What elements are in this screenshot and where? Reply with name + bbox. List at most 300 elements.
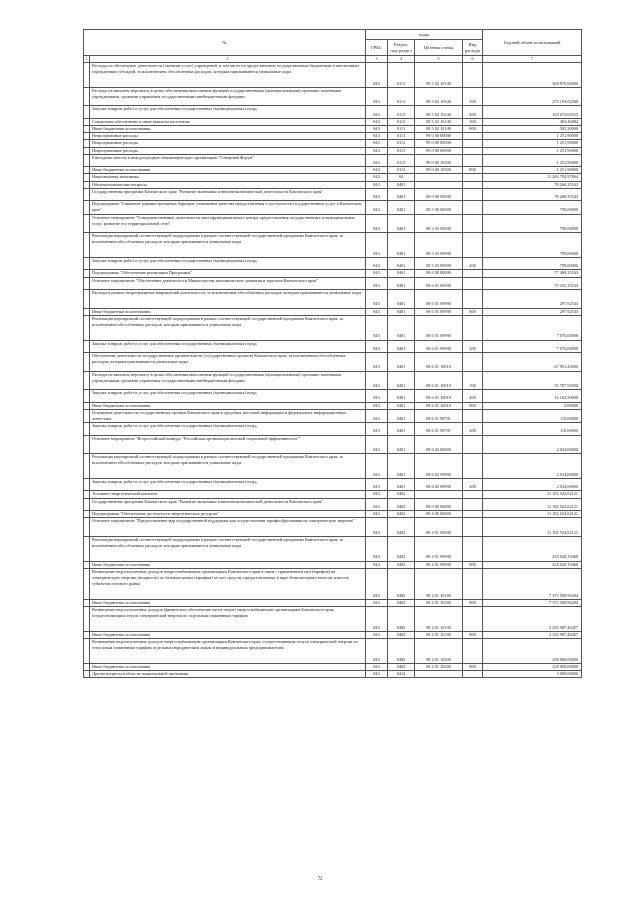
row-amount: 3 335 987,46457	[483, 606, 582, 631]
row-amount: 1 251,90000	[483, 154, 582, 166]
table-row	[84, 536, 582, 561]
budget-page	[83, 29, 581, 678]
grbs-code: 843	[366, 270, 388, 277]
section-code: 0402	[388, 561, 415, 568]
target-code: 08 4 01 10200	[415, 663, 463, 670]
section-code: 0402	[388, 638, 415, 663]
row-amount: 1 251,90000	[483, 140, 582, 147]
table-row	[84, 277, 582, 289]
row-amount: 110,00000	[483, 409, 582, 422]
table-row	[84, 270, 582, 277]
table-row	[84, 510, 582, 517]
row-name: Возмещение недополученных доходов энергоснабжающим организациям Камчатского края в связи с применением цен (тарифов) на электрическую энергию (мощность) по базовым ценам (тарифам) за счет средств, предоставляемых в виде безвозмездных взносов, взносов субъектов оптового рынка	[90, 568, 366, 599]
grbs-code: 843	[366, 63, 388, 88]
type-header: Вид расхода	[463, 40, 483, 56]
row-amount: 11 182 524,62121	[483, 510, 582, 517]
table-row	[84, 670, 582, 677]
column-index: 4	[388, 56, 415, 63]
table-row	[84, 638, 582, 663]
type-code: 200	[463, 478, 483, 490]
row-name: Закупка товаров, работ и услуг для обеспечения государственных (муниципальных) нужд	[90, 423, 366, 435]
table-row	[84, 371, 582, 390]
table-body	[84, 63, 582, 678]
row-amount: 403,46884	[483, 118, 582, 125]
row-amount: 2 034,00000	[483, 478, 582, 490]
type-code: 200	[463, 106, 483, 118]
row-amount: 799,00000	[483, 257, 582, 269]
grbs-code: 843	[366, 510, 388, 517]
row-amount: 75 435,35543	[483, 277, 582, 289]
type-code: 800	[463, 402, 483, 409]
type-code	[463, 140, 483, 147]
target-code: 08 6 00 00000	[415, 270, 463, 277]
row-amount: 67 951,43000	[483, 352, 582, 371]
target-code: 08 5 02 10140	[415, 106, 463, 118]
type-code: 300	[463, 118, 483, 125]
row-name: Расходы в рамках непрограммных направлений деятельности, за исключением обособленных расходов, которым присваиваются уникальные коды	[90, 289, 366, 308]
row-name: Социальное обеспечение и иные выплаты населению	[90, 118, 366, 125]
section-code: 0401	[388, 423, 415, 435]
type-code	[463, 289, 483, 308]
type-code	[463, 188, 483, 200]
row-amount: 7 373 508,96204	[483, 599, 582, 606]
table-row	[84, 409, 582, 422]
table-row	[84, 491, 582, 498]
type-code	[463, 536, 483, 561]
type-code	[463, 201, 483, 214]
table-row	[84, 568, 582, 599]
row-amount: 360 876,84000	[483, 63, 582, 88]
grbs-code: 843	[366, 402, 388, 409]
row-name: Расходы на обеспечение деятельности (оказание услуг) учреждений, в том числе на предоставление государственным бюджетным и автономным учреждениям субсидий, за исключением обособленных расходов, которым присваиваются уникальные коды	[90, 63, 366, 88]
grbs-code: 843	[366, 498, 388, 510]
target-code: 08 6 01 10010	[415, 371, 463, 390]
row-name: Подпрограмма "Обеспечение реализации Программы"	[90, 270, 366, 277]
amount-header: Годовой объем ассигнований	[483, 30, 582, 56]
table-row	[84, 352, 582, 371]
table-row	[84, 188, 582, 200]
num-header: №	[84, 30, 366, 56]
type-code: 200	[463, 390, 483, 402]
section-code: 0401	[388, 390, 415, 402]
target-code: 08 6 02 00000	[415, 435, 463, 454]
section-code: 0401	[388, 315, 415, 340]
section-code: 0402	[388, 663, 415, 670]
row-name: Возмещение недополученных доходов (финансовое обеспечение части затрат) энергоснабжающим организациям Камчатского края, осуществляющим отпуск электрической энергии по отдельным сниженным тарифам	[90, 606, 366, 631]
grbs-code: 843	[366, 409, 388, 422]
row-name: Иные бюджетные ассигнования	[90, 308, 366, 315]
section-code: 0401	[388, 409, 415, 422]
row-name: Государственная программа Камчатского края "Развитие экономики и внешнеэкономической деятельности Камчатского края"	[90, 188, 366, 200]
grbs-code: 843	[366, 87, 388, 106]
grbs-code: 843	[366, 423, 388, 435]
grbs-code: 843	[366, 147, 388, 154]
type-code	[463, 454, 483, 479]
target-code: 08 6 01 00000	[415, 277, 463, 289]
column-index: 3	[366, 56, 388, 63]
type-code	[463, 518, 483, 537]
target-code: 08 4 00 00000	[415, 510, 463, 517]
section-code: 0113	[388, 87, 415, 106]
grbs-code: 843	[366, 181, 388, 188]
row-name: Подпрограмма "Снижение административных барьеров, повышение качества предоставления и доступности государственных услуг в Камчатском крае"	[90, 201, 366, 214]
target-code: 08 6 01 10010	[415, 402, 463, 409]
target-code: 08 6 01 09990	[415, 340, 463, 352]
grbs-code: 843	[366, 568, 388, 599]
target-code: 08 5 02 10140	[415, 125, 463, 132]
table-row	[84, 154, 582, 166]
grbs-code: 843	[366, 491, 388, 498]
table-row	[84, 390, 582, 402]
type-code	[463, 270, 483, 277]
type-code: 100	[463, 87, 483, 106]
target-code: 99 0 00 00000	[415, 133, 463, 140]
type-code	[463, 147, 483, 154]
row-amount: 2 034,00000	[483, 454, 582, 479]
type-code	[463, 277, 483, 289]
section-code: 0113	[388, 147, 415, 154]
row-amount: 12 163,50000	[483, 390, 582, 402]
section-code: 0402	[388, 599, 415, 606]
row-name: Подпрограмма "Обеспечение доступности энергетических ресурсов"	[90, 510, 366, 517]
section-code: 0401	[388, 308, 415, 315]
grbs-code: 843	[366, 536, 388, 561]
row-amount: 3 000,00000	[483, 670, 582, 677]
section-code: 0402	[388, 518, 415, 537]
target-code: 08 6 01 98701	[415, 423, 463, 435]
table-row	[84, 606, 582, 631]
table-row	[84, 402, 582, 409]
row-amount: 11 182 524,62121	[483, 491, 582, 498]
section-code: 0402	[388, 510, 415, 517]
row-name: Иные бюджетные ассигнования	[90, 125, 366, 132]
grbs-code: 843	[366, 233, 388, 258]
row-name: Непрограммные расходы	[90, 147, 366, 154]
target-code: 08 4 01 09990	[415, 561, 463, 568]
table-row	[84, 289, 582, 308]
row-name: Возмещение недополученных доходов энергоснабжающим организациям Камчатского края, осуществляющим отпуск электрической энергии по отпускным сниженным тарифам отдельным юридическим лицам и индивидуальным предпринимателям	[90, 638, 366, 663]
section-header: Раздел, под-раздел	[388, 40, 415, 56]
grbs-code: 843	[366, 289, 388, 308]
grbs-code: 843	[366, 277, 388, 289]
row-amount: 78 268,35543	[483, 188, 582, 200]
type-code	[463, 133, 483, 140]
grbs-code: 843	[366, 167, 388, 174]
grbs-code: 843	[366, 670, 388, 677]
row-amount: 7 076,00000	[483, 315, 582, 340]
section-code: 0401	[388, 181, 415, 188]
column-index: 7	[483, 56, 582, 63]
target-code: 08 6 01 09990	[415, 308, 463, 315]
section-code: 0402	[388, 606, 415, 631]
target-code: 08 4 01 10180	[415, 599, 463, 606]
target-code: 08 5 03 09990	[415, 257, 463, 269]
row-amount: 297,92543	[483, 308, 582, 315]
row-amount: 235 028,19460	[483, 561, 582, 568]
grbs-code: 843	[366, 201, 388, 214]
table-row	[84, 435, 582, 454]
row-name: Реализация мероприятий соответствующей подпрограммы в рамках соответствующей государственной программы Камчатского края, за исключением обособленных расходов, которым присваиваются уникальные коды	[90, 233, 366, 258]
target-code: 08 5 02 10140	[415, 63, 463, 88]
type-code	[463, 638, 483, 663]
table-row	[84, 167, 582, 174]
grbs-code: 843	[366, 518, 388, 537]
section-code: 04	[388, 174, 415, 181]
row-name: Реализация мероприятий соответствующей подпрограммы в рамках соответствующей государственной программы Камчатского края, за исключением обособленных расходов, которым присваиваются уникальные коды	[90, 454, 366, 479]
budget-table	[83, 29, 582, 678]
target-code: 08 0 00 00000	[415, 498, 463, 510]
row-name: Освещение деятельности государственных органов Камчатского края в средствах массовой информации и федеральных информационных агентствах	[90, 409, 366, 422]
section-code: 0113	[388, 118, 415, 125]
row-name: Иные бюджетные ассигнования	[90, 631, 366, 638]
type-code	[463, 670, 483, 677]
row-amount: 275 193,02560	[483, 87, 582, 106]
target-code: 08 4 01 00000	[415, 518, 463, 537]
type-code	[463, 568, 483, 599]
row-name: Национальная экономика	[90, 174, 366, 181]
row-name: Общеэкономические вопросы	[90, 181, 366, 188]
row-name: Закупка товаров, работ и услуг для обеспечения государственных (муниципальных) нужд	[90, 478, 366, 490]
row-amount: 799,00000	[483, 201, 582, 214]
grbs-code: 843	[366, 214, 388, 233]
table-row	[84, 423, 582, 435]
section-code: 0401	[388, 340, 415, 352]
row-name: Закупка товаров, работ и услуг для обеспечения государственных (муниципальных) нужд	[90, 257, 366, 269]
type-code	[463, 214, 483, 233]
grbs-code: 843	[366, 118, 388, 125]
row-name: Реализация мероприятий соответствующей подпрограммы в рамках соответствующей государственной программы Камчатского края, за исключением обособленных расходов, которым присваиваются уникальные коды	[90, 315, 366, 340]
type-code: 800	[463, 125, 483, 132]
row-name: Другие вопросы в области национальной экономики	[90, 670, 366, 677]
row-amount: 78 268,35543	[483, 181, 582, 188]
row-name: Основное мероприятие "Обеспечение деятельности Министерства экономического развития и торговли Камчатского края"	[90, 277, 366, 289]
type-code	[463, 154, 483, 166]
target-code	[415, 670, 463, 677]
grbs-code: 843	[366, 631, 388, 638]
grbs-code: 843	[366, 140, 388, 147]
section-code: 0401	[388, 289, 415, 308]
row-amount: 297,92543	[483, 289, 582, 308]
type-code	[463, 174, 483, 181]
type-code	[463, 491, 483, 498]
table-row	[84, 315, 582, 340]
type-code	[463, 435, 483, 454]
grbs-code: 843	[366, 454, 388, 479]
row-amount: 2 034,00000	[483, 435, 582, 454]
section-code: 0401	[388, 257, 415, 269]
grbs-code: 843	[366, 340, 388, 352]
row-amount: 1 251,90000	[483, 147, 582, 154]
type-code	[463, 315, 483, 340]
row-amount: 11 182 524,62121	[483, 498, 582, 510]
type-code: 800	[463, 663, 483, 670]
table-row	[84, 181, 582, 188]
row-name: Иные бюджетные ассигнования	[90, 599, 366, 606]
grbs-code: 843	[366, 371, 388, 390]
grbs-code: 843	[366, 125, 388, 132]
section-code: 0401	[388, 454, 415, 479]
row-amount: 799,00000	[483, 214, 582, 233]
row-amount: 305,20000	[483, 125, 582, 132]
table-row	[84, 174, 582, 181]
section-code: 0402	[388, 568, 415, 599]
row-name: Основное мероприятие "Предоставление мер государственной поддержки при осуществлении тарифообразования на электрическую энергию"	[90, 518, 366, 537]
table-row	[84, 454, 582, 479]
grbs-code: 843	[366, 638, 388, 663]
section-code: 0401	[388, 270, 415, 277]
row-name: Иные бюджетные ассигнования	[90, 402, 366, 409]
section-code: 0401	[388, 435, 415, 454]
row-name: Закупка товаров, работ и услуг для обеспечения государственных (муниципальных) нужд	[90, 106, 366, 118]
grbs-code: 843	[366, 174, 388, 181]
table-row	[84, 214, 582, 233]
type-code	[463, 352, 483, 371]
target-code: 08 5 03 09990	[415, 233, 463, 258]
type-code: 800	[463, 167, 483, 174]
row-name: Непрограммные расходы	[90, 140, 366, 147]
section-code: 0402	[388, 498, 415, 510]
row-name: Ежегодные взносы в междугородную некоммерческую организацию "Северный Форум"	[90, 154, 366, 166]
type-code	[463, 181, 483, 188]
section-code: 0402	[388, 491, 415, 498]
target-code: 99 0 00 10300	[415, 167, 463, 174]
type-code	[463, 510, 483, 517]
table-row	[84, 140, 582, 147]
table-row	[84, 201, 582, 214]
table-row	[84, 631, 582, 638]
column-index: 1	[85, 55, 88, 61]
row-name: Расходы на выплаты персоналу в целях обеспечения выполнения функций государственными (муниципальными) органами, казенными учреждениями, органами управления государственными внебюджетными фондами	[90, 87, 366, 106]
section-code: 0401	[388, 201, 415, 214]
row-name: Расходы на выплаты персоналу в целях обеспечения выполнения функций государственными (муниципальными) органами, казенными учреждениями, органами управления государственными внебюджетными фондами	[90, 371, 366, 390]
row-amount: 7 076,00000	[483, 340, 582, 352]
target-code: 08 5 02 10140	[415, 87, 463, 106]
table-row	[84, 118, 582, 125]
type-code: 800	[463, 631, 483, 638]
grbs-code: 843	[366, 308, 388, 315]
grbs-code: 843	[366, 599, 388, 606]
row-name: Основное мероприятие "Всероссийский конкурс "Российская организация высокой социальной эффективности""	[90, 435, 366, 454]
row-name: Иные бюджетные ассигнования	[90, 663, 366, 670]
table-row	[84, 599, 582, 606]
row-name: Реализация мероприятий соответствующей подпрограммы в рамках соответствующей государственной программы Камчатского края, за исключением обособленных расходов, которым присваиваются уникальные коды	[90, 536, 366, 561]
table-row	[84, 663, 582, 670]
type-code	[463, 233, 483, 258]
row-amount: 235 028,19460	[483, 536, 582, 561]
target-code: 08 6 02 09990	[415, 478, 463, 490]
section-code: 0401	[388, 402, 415, 409]
row-amount: 238 000,00000	[483, 663, 582, 670]
grbs-header: ГРБС	[366, 40, 388, 56]
table-row	[84, 147, 582, 154]
target-code: 08 4 01 10200	[415, 638, 463, 663]
column-index: 5	[415, 56, 463, 63]
target-code: 08 5 03 00000	[415, 214, 463, 233]
row-name: Закупка товаров, работ и услуг для обеспечения государственных (муниципальных) нужд	[90, 390, 366, 402]
target-code: 08 6 01 10010	[415, 390, 463, 402]
section-code: 0113	[388, 106, 415, 118]
section-code: 0401	[388, 214, 415, 233]
table-header	[84, 30, 582, 63]
type-code	[463, 409, 483, 422]
grbs-code: 843	[366, 133, 388, 140]
row-amount: 238 000,00000	[483, 638, 582, 663]
grbs-code: 843	[366, 257, 388, 269]
row-amount: 77 469,35543	[483, 270, 582, 277]
type-code: 200	[463, 423, 483, 435]
type-code	[463, 606, 483, 631]
section-code: 0401	[388, 352, 415, 371]
section-code: 0412	[388, 670, 415, 677]
row-name: Государственная программа Камчатского края "Развитие экономики и внешнеэкономической деятельности Камчатского края"	[90, 498, 366, 510]
section-code: 0401	[388, 478, 415, 490]
target-header: Целевая статья	[415, 40, 463, 56]
row-amount: 7 373 508,96204	[483, 568, 582, 599]
grbs-code: 843	[366, 561, 388, 568]
table-row	[84, 233, 582, 258]
codes-header: коды	[366, 30, 483, 40]
table-row	[84, 63, 582, 88]
column-index: 2	[90, 56, 366, 63]
grbs-code: 843	[366, 390, 388, 402]
grbs-code: 843	[366, 106, 388, 118]
target-code	[415, 174, 463, 181]
row-amount: 799,00000	[483, 233, 582, 258]
row-name: Основное мероприятие "Совершенствование деятельности многофункционального центра предоставления государственных и муниципальных услуг, развитие его территориальной сети"	[90, 214, 366, 233]
target-code: 08 4 01 09990	[415, 536, 463, 561]
table-row	[84, 308, 582, 315]
target-code: 08 6 01 09990	[415, 315, 463, 340]
grbs-code: 843	[366, 663, 388, 670]
row-name: Закупка товаров, работ и услуг для обеспечения государственных (муниципальных) нужд	[90, 340, 366, 352]
target-code: 08 5 02 10140	[415, 118, 463, 125]
row-amount: 0,00000	[483, 402, 582, 409]
table-row	[84, 561, 582, 568]
section-code: 0113	[388, 133, 415, 140]
target-code: 08 6 02 09990	[415, 454, 463, 479]
row-name: Иные бюджетные ассигнования	[90, 167, 366, 174]
section-code: 0401	[388, 371, 415, 390]
grbs-code: 843	[366, 188, 388, 200]
type-code: 800	[463, 599, 483, 606]
row-amount: 110,00000	[483, 423, 582, 435]
target-code: 08 6 01 98701	[415, 409, 463, 422]
row-name: Непрограммные расходы	[90, 133, 366, 140]
grbs-code: 843	[366, 606, 388, 631]
grbs-code: 843	[366, 154, 388, 166]
target-code	[415, 181, 463, 188]
column-index-row	[84, 56, 582, 63]
table-row	[84, 478, 582, 490]
target-code: 08 0 00 00000	[415, 188, 463, 200]
type-code: 100	[463, 371, 483, 390]
target-code: 08 4 01 10180	[415, 568, 463, 599]
table-row	[84, 257, 582, 269]
type-code: 200	[463, 257, 483, 269]
row-amount: 11 182 524,62121	[483, 518, 582, 537]
target-code: 99 0 00 00000	[415, 140, 463, 147]
type-code	[463, 498, 483, 510]
type-code: 800	[463, 561, 483, 568]
target-code: 99 0 00 10300	[415, 154, 463, 166]
row-amount: 1 251,90000	[483, 167, 582, 174]
table-row	[84, 340, 582, 352]
section-code: 0113	[388, 167, 415, 174]
row-name: Обеспечение деятельности государственных органов власти (государственных органов) Камчатского края, за исключением обособленных расходов, которым присваиваются уникальные коды	[90, 352, 366, 371]
section-code: 0402	[388, 631, 415, 638]
target-code: 08 6 01 09990	[415, 289, 463, 308]
table-row	[84, 518, 582, 537]
